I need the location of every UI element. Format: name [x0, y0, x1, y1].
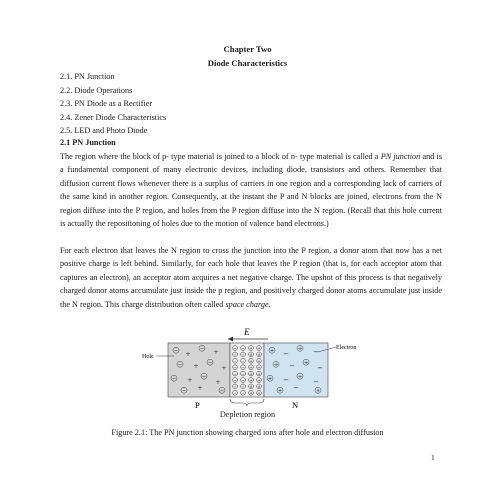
plus-icon: + [249, 345, 253, 351]
minus-icon: − [241, 364, 245, 370]
plus-icon: + [277, 388, 283, 394]
minus-icon: − [199, 346, 205, 352]
depletion-brace [230, 399, 264, 406]
plus-icon: + [303, 360, 309, 366]
plus-icon: + [269, 348, 275, 354]
plus-icon: + [257, 384, 261, 390]
plus-icon: + [257, 358, 261, 364]
minus-icon: − [241, 371, 245, 377]
plus-icon: + [249, 352, 253, 358]
paragraph-2-emphasis: space charge [225, 299, 269, 309]
minus-icon: − [233, 345, 237, 351]
minus-icon: − [207, 360, 213, 366]
n-label: N [292, 400, 299, 410]
plus-icon: + [249, 384, 253, 390]
paragraph-2-text-a: For each electron that leaves the N region to cross the junction into the P region, a donor atom that now has a net positive charge is left behind. Similarly, for each hole that leaves the P region (that is, for each acceptor atom that captures an electron), an acceptor atom acquires a net negative charge. The upshot of this process is that negatively charged donor atoms accumulate just inside the p region, and positively charged donor atoms accumulate just inside the N region. This charge distribution often called [60, 246, 442, 309]
electron-label: Electron [336, 345, 357, 351]
hole-icon: + [221, 364, 227, 372]
minus-icon: − [177, 362, 183, 368]
electron-icon: − [289, 362, 295, 370]
plus-icon: + [257, 364, 261, 370]
toc-item: 2.5. LED and Photo Diode [60, 126, 148, 136]
plus-icon: + [249, 371, 253, 377]
minus-icon: − [241, 384, 245, 390]
electron-icon: − [313, 378, 319, 386]
field-label: E [244, 327, 250, 337]
plus-icon: + [249, 358, 253, 364]
chapter-title: Chapter Two [223, 44, 272, 54]
minus-icon: − [241, 345, 245, 351]
minus-icon: − [241, 377, 245, 383]
electron-icon: − [283, 350, 289, 358]
paragraph-1-text-b: and is a fundamental component of many electronic devices, including diode, transistors and others. Remember that diffusion current flows whenever there is a surplus of carriers in one region and a corresponding lack of carriers of the same kind in another region. Consequently, at the instant the P and N blocks are joined, electrons from the N region diffuse into the P region, and holes from the P region diffuse into the N region. (Recall that this hole current is actually the repositioning of holes due to the motion of valence band electrons.) [60, 152, 443, 229]
electron-icon: − [283, 376, 289, 384]
hole-icon: + [187, 376, 193, 384]
figure-caption: Figure 2.1: The PN junction showing charged ions after hole and electron diffusion [111, 428, 384, 437]
minus-icon: − [173, 348, 179, 354]
plus-icon: + [249, 390, 253, 396]
minus-icon: − [233, 358, 237, 364]
plus-icon: + [249, 364, 253, 370]
minus-icon: − [241, 352, 245, 358]
toc-item: 2.1. PN Junction [60, 72, 115, 81]
electron-icon: − [317, 364, 323, 372]
toc-item: 2.2. Diode Operations [60, 85, 133, 95]
field-arrow-head [228, 337, 233, 342]
minus-icon: − [201, 374, 207, 380]
minus-icon: − [233, 390, 237, 396]
minus-icon: − [219, 388, 225, 394]
hole-icon: + [197, 384, 203, 392]
plus-icon: + [257, 352, 261, 358]
hole-icon: + [193, 362, 199, 370]
pn-junction-diagram [140, 326, 370, 412]
minus-icon: − [233, 371, 237, 377]
paragraph-2 [60, 244, 442, 311]
electron-icon: − [293, 384, 299, 392]
paragraph-1-emphasis: PN junction [380, 152, 421, 161]
minus-icon: − [233, 352, 237, 358]
plus-icon: + [273, 362, 279, 368]
minus-icon: − [241, 390, 245, 396]
toc-item: 2.4. Zener Diode Characteristics [60, 112, 167, 122]
p-label: P [195, 400, 200, 410]
hole-label: Hole [142, 354, 154, 360]
page-number: 1 [431, 453, 435, 462]
paragraph-1-text-a: The region where the block of p- type material is joined to a block of n- type material is called a [60, 152, 381, 161]
plus-icon: + [249, 377, 253, 383]
minus-icon: − [233, 364, 237, 370]
paragraph-2-text-b: . [268, 299, 271, 309]
plus-icon: + [257, 345, 261, 351]
electron-icon: − [313, 348, 319, 356]
pn-junction-figure [140, 326, 370, 416]
minus-icon: − [233, 384, 237, 390]
chapter-subtitle: Diode Characteristics [207, 58, 288, 68]
plus-icon: + [257, 390, 261, 396]
table-of-contents [60, 70, 166, 138]
plus-icon: + [297, 346, 303, 352]
toc-item: 2.3. PN Diode as a Rectifier [60, 99, 153, 109]
plus-icon: + [257, 371, 261, 377]
section-heading: 2.1 PN Junction [60, 138, 116, 147]
hole-icon: + [215, 378, 221, 386]
depletion-region-label: Depletion region [219, 410, 276, 419]
plus-icon: + [267, 376, 273, 382]
hole-icon: + [185, 350, 191, 358]
minus-icon: − [241, 358, 245, 364]
plus-icon: + [257, 377, 261, 383]
minus-icon: − [233, 377, 237, 383]
hole-icon: + [213, 348, 219, 356]
plus-icon: + [315, 388, 321, 394]
plus-icon: + [297, 374, 303, 380]
minus-icon: − [181, 388, 187, 394]
minus-icon: − [171, 376, 177, 382]
paragraph-1 [60, 150, 442, 231]
